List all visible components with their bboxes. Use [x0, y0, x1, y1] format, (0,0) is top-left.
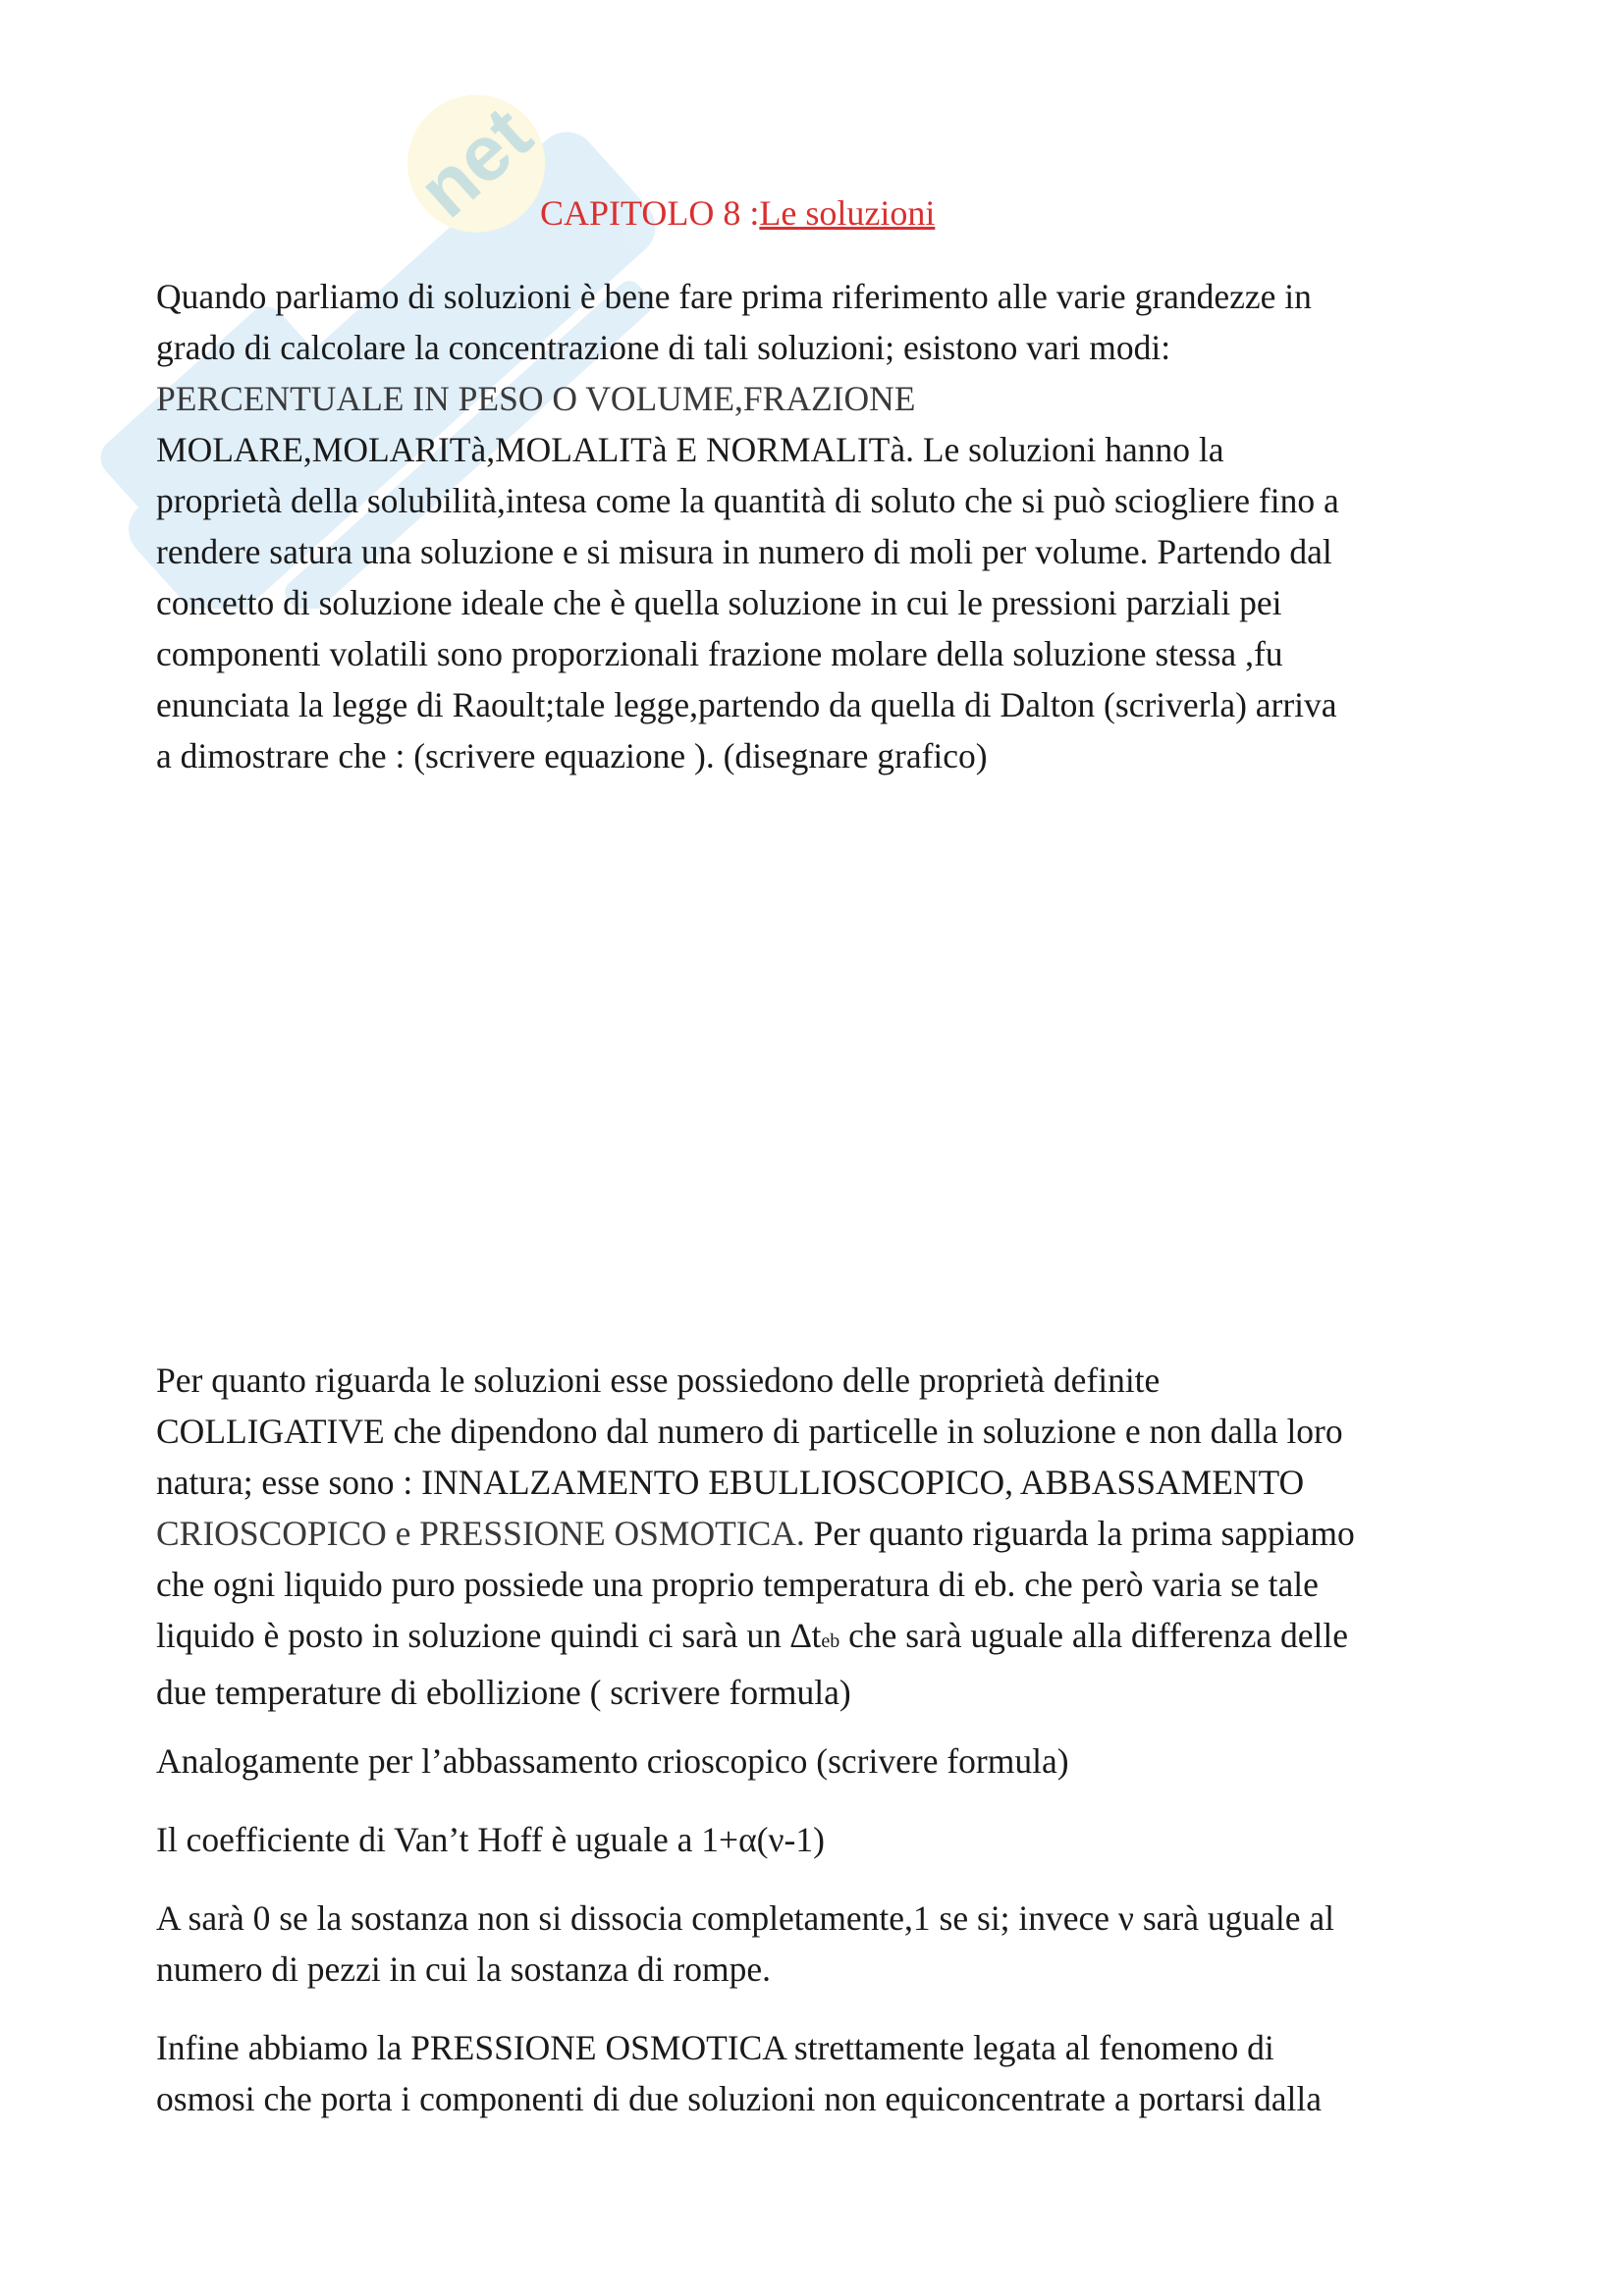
chapter-title-underlined: Le soluzioni: [759, 193, 936, 233]
text-line: [156, 1610, 1482, 1667]
text-line: A sarà 0 se la sostanza non si dissocia completamente,1 se si; invece ν sarà uguale al: [156, 1898, 1334, 1938]
text-line: proprietà della solubilità,intesa come la quantità di soluto che si può sciogliere fino a: [156, 481, 1339, 520]
text-rest: Per quanto riguarda la prima sappiamo: [804, 1514, 1355, 1553]
chapter-title: [540, 192, 935, 234]
text-line: due temperature di ebollizione ( scrivere formula): [156, 1673, 851, 1712]
watermark-text: net: [402, 89, 548, 235]
text-line: Il coefficiente di Van’t Hoff è uguale a 1+α(ν-1): [156, 1820, 825, 1859]
text-line: rendere satura una soluzione e si misura in numero di moli per volume. Partendo dal: [156, 532, 1332, 571]
text-after: che sarà uguale alla differenza delle: [839, 1616, 1349, 1655]
text-line: a dimostrare che : (scrivere equazione ). (disegnare grafico): [156, 736, 988, 775]
text-line: enunciata la legge di Raoult;tale legge,partendo da quella di Dalton (scriverla) arriva: [156, 685, 1337, 724]
subscript-eb: eb: [821, 1630, 840, 1652]
paragraph-intro: [156, 271, 1482, 781]
paragraph-colligative: [156, 1355, 1482, 1718]
text-line: [156, 1508, 1482, 1559]
paragraph-crioscopico: [156, 1735, 1482, 1787]
text-line: natura; esse sono : INNALZAMENTO EBULLIOSCOPICO, ABBASSAMENTO: [156, 1463, 1305, 1502]
chapter-title-prefix: CAPITOLO 8 :: [540, 193, 760, 233]
paragraph-dissociation: [156, 1893, 1482, 1995]
text-line: Quando parliamo di soluzioni è bene fare prima riferimento alle varie grandezze in: [156, 277, 1312, 316]
text-line: grado di calcolare la concentrazione di tali soluzioni; esistono vari modi:: [156, 328, 1171, 367]
text-line: osmosi che porta i componenti di due soluzioni non equiconcentrate a portarsi dalla: [156, 2079, 1322, 2118]
text-line: Infine abbiamo la PRESSIONE OSMOTICA strettamente legata al fenomeno di: [156, 2028, 1274, 2067]
paragraph-osmotic-pressure: [156, 2022, 1482, 2124]
text-line: MOLARE,MOLARITà,MOLALITà E NORMALITà. Le soluzioni hanno la: [156, 430, 1224, 469]
text-line: numero di pezzi in cui la sostanza di rompe.: [156, 1949, 771, 1989]
text-before: liquido è posto in soluzione quindi ci sarà un ∆t: [156, 1616, 822, 1655]
paragraph-vant-hoff: [156, 1814, 1482, 1865]
text-line: componenti volatili sono proporzionali frazione molare della soluzione stessa ,fu: [156, 634, 1283, 673]
text-line: PERCENTUALE IN PESO O VOLUME,FRAZIONE: [156, 379, 916, 418]
text-line: Per quanto riguarda le soluzioni esse possiedono delle proprietà definite: [156, 1361, 1161, 1400]
text-line: concetto di soluzione ideale che è quella soluzione in cui le pressioni parziali pei: [156, 583, 1282, 622]
text-line: COLLIGATIVE che dipendono dal numero di particelle in soluzione e non dalla loro: [156, 1412, 1343, 1451]
text-line: che ogni liquido puro possiede una proprio temperatura di eb. che però varia se tale: [156, 1565, 1319, 1604]
text-caps: CRIOSCOPICO e PRESSIONE OSMOTICA.: [156, 1514, 805, 1553]
text-line: Analogamente per l’abbassamento crioscopico (scrivere formula): [156, 1741, 1069, 1781]
